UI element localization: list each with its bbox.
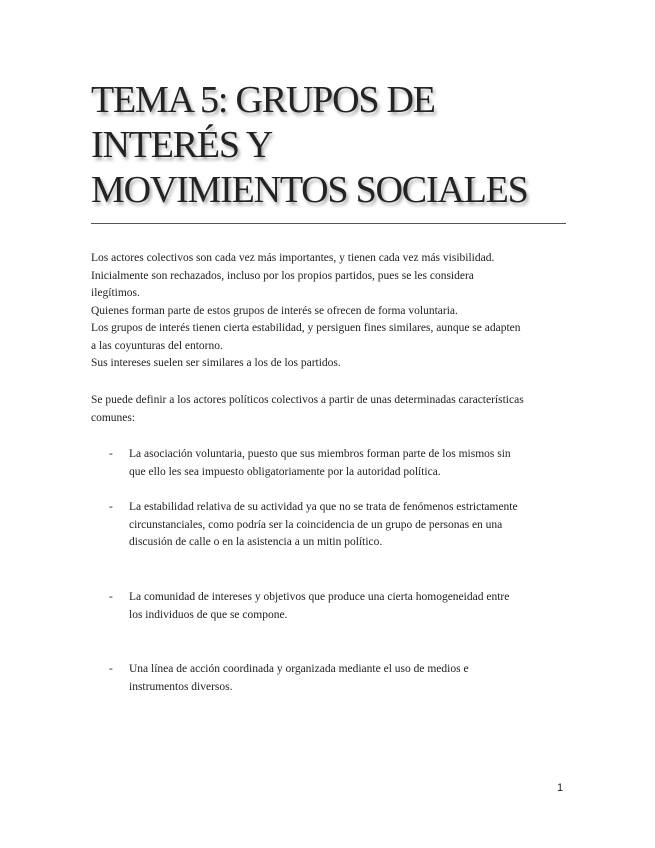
text-line: La comunidad de intereses y objetivos que produce una cierta homogeneidad entre (129, 591, 510, 603)
intro-paragraph (91, 250, 571, 373)
text-line: ilegítimos. (91, 287, 140, 299)
list-item (109, 446, 559, 481)
text-line: Sus intereses suelen ser similares a los de los partidos. (91, 357, 341, 369)
list-item-text (129, 661, 559, 696)
page-number: 1 (557, 782, 564, 794)
text-line: Los grupos de interés tienen cierta estabilidad, y persiguen fines similares, aunque se adapten (91, 322, 521, 334)
title-line: TEMA 5: GRUPOS DE (91, 79, 435, 121)
list-item-text (129, 446, 559, 481)
list-item (109, 499, 559, 552)
text-line: Una línea de acción coordinada y organizada mediante el uso de medios e (129, 663, 469, 675)
bullet-dash: - (109, 591, 113, 603)
text-line: a las coyunturas del entorno. (91, 339, 223, 352)
title-underline-divider (91, 223, 566, 224)
text-line: comunes: (91, 411, 136, 424)
list-item (109, 661, 559, 696)
list-item (109, 589, 559, 624)
text-line: La estabilidad relativa de su actividad ya que no se trata de fenómenos estrictamente (129, 501, 518, 513)
title-line: INTERÉS Y (91, 124, 272, 166)
text-line: discusión de calle o en la asistencia a un mitin político. (129, 536, 383, 548)
bullet-dash: - (109, 501, 113, 513)
text-line: los individuos de que se compone. (129, 608, 288, 621)
text-line: Inicialmente son rechazados, incluso por los propios partidos, pues se les considera (91, 269, 474, 282)
text-line: Se puede definir a los actores políticos colectivos a partir de unas determinadas características (91, 394, 524, 406)
title-line: MOVIMIENTOS SOCIALES (91, 169, 528, 211)
text-line: que ello les sea impuesto obligatoriamente por la autoridad política. (129, 465, 441, 478)
bullet-dash: - (109, 663, 113, 675)
text-line: instrumentos diversos. (129, 680, 233, 693)
text-line: Los actores colectivos son cada vez más importantes, y tienen cada vez más visibilidad. (91, 252, 495, 264)
text-line: La asociación voluntaria, puesto que sus miembros forman parte de los mismos sin (129, 448, 511, 460)
list-item-text (129, 499, 559, 552)
list-item-text (129, 589, 559, 624)
bullet-dash: - (109, 448, 113, 460)
definition-paragraph (91, 392, 571, 427)
document-title (91, 78, 571, 213)
text-line: Quienes forman parte de estos grupos de interés se ofrecen de forma voluntaria. (91, 304, 458, 317)
text-line: circunstanciales, como podría ser la coincidencia de un grupo de personas en una (129, 518, 503, 531)
